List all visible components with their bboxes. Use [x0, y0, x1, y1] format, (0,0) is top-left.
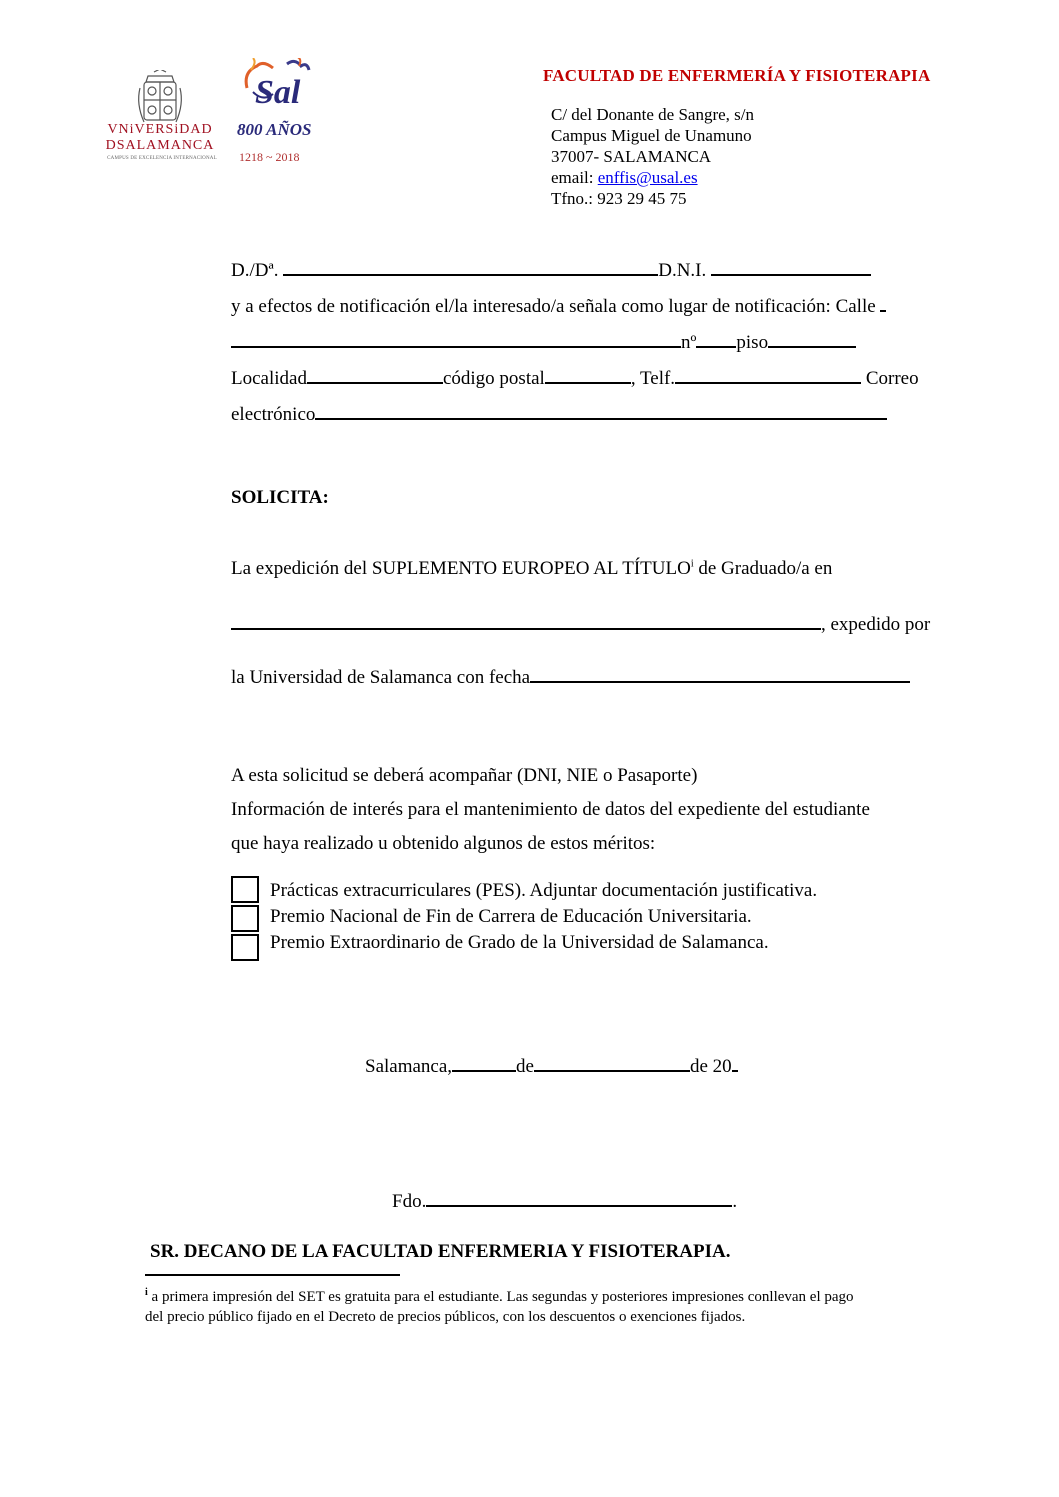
- notification-row: [231, 292, 886, 318]
- merit-label-2: Premio Nacional de Fin de Carrera de Educación Universitaria.: [270, 906, 752, 927]
- street-row: [231, 328, 856, 354]
- issue-date-text: la Universidad de Salamanca con fecha: [231, 667, 531, 688]
- degree-field[interactable]: [231, 610, 821, 630]
- footnote-text-1: a primera impresión del SET es gratuita para el estudiante. Las segundas y posteriores impresiones conllevan el pago: [147, 1289, 854, 1305]
- signed-end: .: [732, 1191, 738, 1212]
- request-text-before: La expedición del SUPLEMENTO EUROPEO AL TÍTULO: [231, 558, 691, 579]
- de-label-1: de: [516, 1056, 534, 1077]
- anniversary-logo-word: Sal: [255, 74, 301, 111]
- merit-checkbox-3[interactable]: [231, 934, 259, 961]
- locality-label: Localidad: [231, 368, 307, 389]
- attachments-line1: A esta solicitud se deberá acompañar (DNI, NIE o Pasaporte): [231, 765, 698, 786]
- attachments-line2: Información de interés para el mantenimiento de datos del expediente del estudiante: [231, 799, 870, 820]
- attachments-line3: que haya realizado u obtenido algunos de estos méritos:: [231, 833, 656, 854]
- postal-code-label: código postal: [442, 368, 545, 389]
- anniversary-logo-years: 800 AÑOS: [237, 120, 312, 139]
- notification-text: y a efectos de notificación el/la interesado/a señala como lugar de notificación: Calle: [231, 296, 876, 317]
- merit-checkbox-2[interactable]: [231, 905, 259, 932]
- number-field[interactable]: [696, 328, 736, 348]
- addressee: SR. DECANO DE LA FACULTAD ENFERMERIA Y FISIOTERAPIA.: [150, 1241, 731, 1262]
- footnote-reference: i: [690, 558, 694, 570]
- footnote-line2: del precio público fijado en el Decreto de precios públicos, con los descuentos o exenciones fijados.: [145, 1309, 746, 1325]
- address-line-email: [551, 167, 754, 188]
- request-heading: SOLICITA:: [231, 487, 329, 508]
- signature-field[interactable]: [426, 1187, 732, 1207]
- applicant-row: [231, 256, 871, 282]
- email-link[interactable]: enffis@usal.es: [597, 168, 698, 187]
- street-field-start[interactable]: [880, 292, 886, 312]
- request-line2: [231, 610, 930, 636]
- request-line3: [231, 663, 910, 689]
- merit-checkbox-1[interactable]: [231, 876, 259, 903]
- university-logo-line1: VNiVERSiDAD: [107, 122, 213, 137]
- email-label-part1: Correo: [865, 368, 919, 389]
- faculty-title: FACULTAD DE ENFERMERÍA Y FISIOTERAPIA: [543, 66, 931, 85]
- floor-field[interactable]: [768, 328, 856, 348]
- dni-label: D.N.I.: [658, 260, 707, 281]
- faculty-address: [551, 104, 754, 209]
- issue-date-field[interactable]: [530, 663, 910, 683]
- university-logo: [100, 70, 220, 170]
- locality-row: [231, 364, 919, 390]
- place-label: Salamanca,: [365, 1056, 453, 1077]
- address-line-campus: Campus Miguel de Unamuno: [551, 126, 752, 145]
- dni-field[interactable]: [711, 256, 871, 276]
- merit-label-1: Prácticas extracurriculares (PES). Adjuntar documentación justificativa.: [270, 880, 818, 901]
- street-field[interactable]: [231, 328, 681, 348]
- de-label-2: de 20: [689, 1056, 732, 1077]
- phone-label: , Telf.: [630, 368, 676, 389]
- email-row: [231, 400, 887, 426]
- number-label: nº: [681, 332, 697, 353]
- footnote-line1: [145, 1287, 1005, 1307]
- anniversary-logo: [233, 58, 323, 168]
- postal-code-field[interactable]: [545, 364, 631, 384]
- signature-row: [392, 1187, 737, 1213]
- footnote-marker: i: [145, 1287, 148, 1298]
- email-field[interactable]: [315, 400, 887, 420]
- address-line-phone: Tfno.: 923 29 45 75: [551, 189, 687, 208]
- anniversary-logo-dates: 1218 ~ 2018: [239, 150, 300, 164]
- email-label-part2: electrónico: [231, 404, 316, 425]
- year-field[interactable]: [732, 1052, 738, 1072]
- university-logo-line2: DSALAMANCA: [105, 138, 215, 153]
- place-date-row: [365, 1052, 738, 1078]
- applicant-label: D./Dª.: [231, 260, 279, 281]
- applicant-name-field[interactable]: [283, 256, 658, 276]
- month-field[interactable]: [534, 1052, 690, 1072]
- footnote-separator: [145, 1274, 400, 1276]
- floor-label: piso: [736, 332, 769, 353]
- phone-field[interactable]: [675, 364, 861, 384]
- footnote: [145, 1287, 1005, 1327]
- merit-label-3: Premio Extraordinario de Grado de la Universidad de Salamanca.: [270, 932, 769, 953]
- day-field[interactable]: [452, 1052, 516, 1072]
- issued-by-text: , expedido por: [821, 614, 931, 635]
- university-seal-icon: [100, 70, 220, 130]
- address-line-city: 37007- SALAMANCA: [551, 147, 712, 166]
- locality-field[interactable]: [307, 364, 443, 384]
- signed-label: Fdo.: [392, 1191, 427, 1212]
- email-label: email:: [551, 168, 598, 187]
- address-line-street: C/ del Donante de Sangre, s/n: [551, 105, 755, 124]
- request-line1: [231, 558, 832, 580]
- university-logo-line3: CAMPUS DE EXCELENCIA INTERNACIONAL: [107, 156, 217, 161]
- request-text-after: de Graduado/a en: [693, 558, 833, 579]
